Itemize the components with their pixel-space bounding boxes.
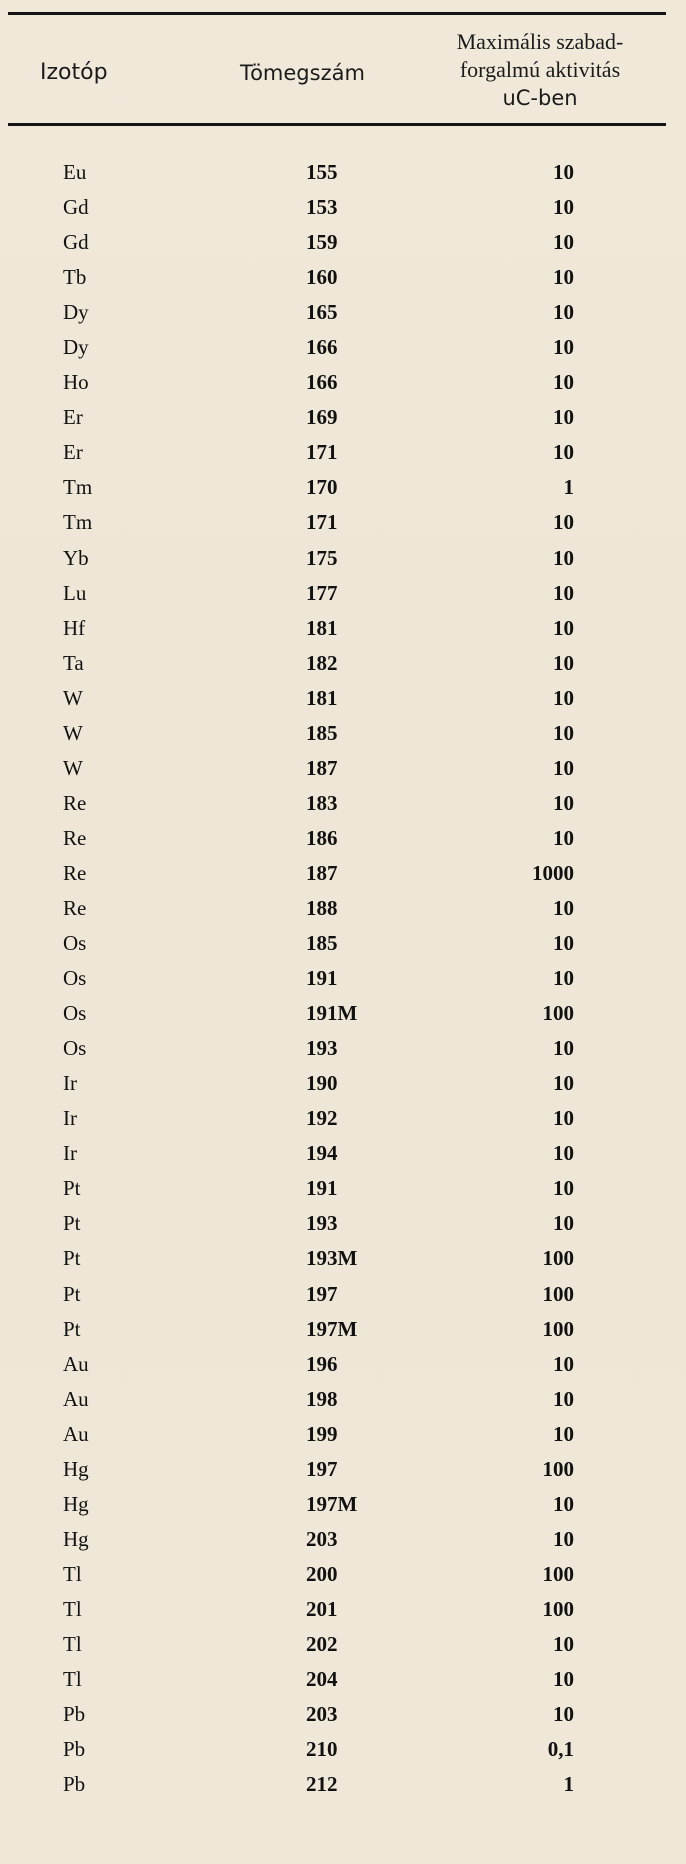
cell-max-activity: 10 (553, 1071, 574, 1096)
cell-isotope: Pb (63, 1737, 86, 1762)
cell-isotope: Tm (63, 510, 93, 535)
cell-max-activity: 10 (553, 966, 574, 991)
cell-mass-number: 192 (306, 1106, 338, 1131)
cell-max-activity: 10 (553, 685, 574, 710)
cell-mass-number: 153 (306, 195, 338, 220)
cell-isotope: Os (63, 966, 87, 991)
cell-isotope: Pt (63, 1176, 81, 1201)
table-row (0, 1522, 686, 1557)
cell-max-activity: 10 (553, 230, 574, 255)
table-row (0, 1697, 686, 1732)
cell-max-activity: 10 (553, 825, 574, 850)
cell-mass-number: 197 (306, 1281, 338, 1306)
cell-isotope: Os (63, 1001, 87, 1026)
cell-max-activity: 10 (553, 1421, 574, 1446)
cell-isotope: Eu (63, 160, 87, 184)
cell-max-activity: 10 (553, 300, 574, 325)
cell-isotope: Pt (63, 1281, 81, 1306)
table-row (0, 1066, 686, 1101)
cell-max-activity: 10 (553, 1106, 574, 1131)
table-row (0, 891, 686, 926)
cell-isotope: Tl (63, 1561, 82, 1586)
cell-isotope: Dy (63, 300, 89, 325)
table-row (0, 1031, 686, 1066)
cell-mass-number: 185 (306, 931, 338, 956)
cell-mass-number: 210 (306, 1737, 338, 1762)
cell-mass-number: 191M (306, 1001, 358, 1026)
cell-max-activity: 10 (553, 1176, 574, 1201)
table-row (0, 1662, 686, 1697)
cell-mass-number: 187 (306, 755, 338, 780)
cell-max-activity: 10 (553, 1211, 574, 1236)
table-row (0, 786, 686, 821)
cell-max-activity: 10 (553, 335, 574, 360)
cell-isotope: Pt (63, 1316, 81, 1341)
cell-mass-number: 155 (306, 160, 338, 184)
cell-isotope: Re (63, 790, 87, 815)
cell-mass-number: 191 (306, 966, 338, 991)
header-isotope: Izotóp (40, 60, 108, 85)
table-row (0, 260, 686, 295)
cell-max-activity: 10 (553, 1491, 574, 1516)
table-row (0, 1347, 686, 1382)
cell-max-activity: 10 (553, 160, 574, 184)
table-row (0, 470, 686, 505)
cell-isotope: Ir (63, 1106, 77, 1131)
table-row (0, 1312, 686, 1347)
cell-mass-number: 203 (306, 1702, 338, 1727)
cell-isotope: Tb (63, 265, 87, 290)
cell-max-activity: 100 (542, 1001, 574, 1026)
cell-max-activity: 10 (553, 1702, 574, 1727)
table-row (0, 1592, 686, 1627)
cell-isotope: Er (63, 405, 83, 430)
cell-isotope: Au (63, 1421, 89, 1446)
cell-isotope: Tl (63, 1596, 82, 1621)
table-row (0, 996, 686, 1031)
table-row (0, 330, 686, 365)
cell-isotope: Pb (63, 1772, 86, 1797)
cell-mass-number: 193 (306, 1036, 338, 1061)
cell-max-activity: 10 (553, 1036, 574, 1061)
cell-max-activity: 10 (553, 1386, 574, 1411)
cell-isotope: W (63, 720, 83, 745)
cell-isotope: Re (63, 860, 87, 885)
cell-max-activity: 10 (553, 1526, 574, 1551)
table-row (0, 716, 686, 751)
cell-max-activity: 100 (542, 1596, 574, 1621)
cell-mass-number: 194 (306, 1141, 338, 1166)
table-body (0, 155, 686, 1802)
cell-mass-number: 203 (306, 1526, 338, 1551)
cell-mass-number: 175 (306, 545, 338, 570)
cell-mass-number: 182 (306, 650, 338, 675)
header-max-activity-line2: forgalmú aktivitás (459, 57, 621, 82)
table-row (0, 295, 686, 330)
cell-max-activity: 10 (553, 1141, 574, 1166)
cell-mass-number: 169 (306, 405, 338, 430)
cell-isotope: Os (63, 931, 87, 956)
cell-mass-number: 204 (306, 1667, 338, 1692)
cell-max-activity: 10 (553, 580, 574, 605)
cell-isotope: Gd (63, 195, 89, 220)
cell-max-activity: 10 (553, 895, 574, 920)
cell-isotope: Er (63, 440, 83, 465)
cell-max-activity: 10 (553, 405, 574, 430)
cell-mass-number: 166 (306, 370, 338, 395)
cell-isotope: Hg (63, 1526, 89, 1551)
table-row (0, 1417, 686, 1452)
cell-mass-number: 197M (306, 1491, 358, 1516)
table-row (0, 190, 686, 225)
header-max-activity (420, 28, 660, 112)
header-rule (8, 123, 666, 126)
cell-max-activity: 10 (553, 545, 574, 570)
table-row (0, 1382, 686, 1417)
cell-isotope: Re (63, 895, 87, 920)
cell-max-activity: 10 (553, 615, 574, 640)
cell-max-activity: 1 (563, 475, 574, 500)
cell-mass-number: 193M (306, 1246, 358, 1271)
cell-mass-number: 191 (306, 1176, 338, 1201)
table-row (0, 1452, 686, 1487)
table-row (0, 400, 686, 435)
cell-mass-number: 183 (306, 790, 338, 815)
cell-max-activity: 10 (553, 195, 574, 220)
cell-max-activity: 10 (553, 1667, 574, 1692)
cell-mass-number: 201 (306, 1596, 338, 1621)
cell-mass-number: 165 (306, 300, 338, 325)
table-row (0, 1101, 686, 1136)
cell-isotope: Au (63, 1351, 89, 1376)
table-row (0, 1627, 686, 1662)
table-header (0, 18, 686, 118)
table-row (0, 435, 686, 470)
table-row (0, 751, 686, 786)
cell-max-activity: 100 (542, 1281, 574, 1306)
cell-isotope: Gd (63, 230, 89, 255)
cell-isotope: W (63, 755, 83, 780)
cell-mass-number: 193 (306, 1211, 338, 1236)
table-row (0, 1171, 686, 1206)
cell-max-activity: 1000 (532, 860, 574, 885)
cell-isotope: Pb (63, 1702, 86, 1727)
table-row (0, 541, 686, 576)
cell-isotope: Tl (63, 1667, 82, 1692)
cell-isotope: Pt (63, 1246, 81, 1271)
header-max-activity-line1: Maximális szabad- (456, 29, 624, 54)
cell-mass-number: 198 (306, 1386, 338, 1411)
table-row (0, 856, 686, 891)
cell-mass-number: 196 (306, 1351, 338, 1376)
table-row (0, 1277, 686, 1312)
table-row (0, 1136, 686, 1171)
cell-mass-number: 197 (306, 1456, 338, 1481)
cell-isotope: Ta (63, 650, 84, 675)
cell-max-activity: 10 (553, 1351, 574, 1376)
top-rule (8, 12, 666, 15)
cell-max-activity: 100 (542, 1561, 574, 1586)
cell-max-activity: 10 (553, 755, 574, 780)
table-row (0, 961, 686, 996)
table-row (0, 155, 686, 190)
cell-isotope: Re (63, 825, 87, 850)
cell-isotope: Dy (63, 335, 89, 360)
cell-isotope: Hg (63, 1491, 89, 1516)
table-row (0, 611, 686, 646)
cell-isotope: Yb (63, 545, 89, 570)
cell-mass-number: 197M (306, 1316, 358, 1341)
cell-mass-number: 199 (306, 1421, 338, 1446)
cell-mass-number: 171 (306, 440, 338, 465)
cell-mass-number: 186 (306, 825, 338, 850)
cell-mass-number: 185 (306, 720, 338, 745)
cell-max-activity: 10 (553, 440, 574, 465)
table-row (0, 1206, 686, 1241)
cell-isotope: Ir (63, 1141, 77, 1166)
cell-max-activity: 10 (553, 790, 574, 815)
cell-isotope: Ir (63, 1071, 77, 1096)
cell-mass-number: 159 (306, 230, 338, 255)
cell-isotope: Os (63, 1036, 87, 1061)
header-mass-number: Tömegszám (240, 61, 365, 85)
cell-isotope: Lu (63, 580, 87, 605)
cell-mass-number: 188 (306, 895, 338, 920)
cell-mass-number: 171 (306, 510, 338, 535)
table-row (0, 365, 686, 400)
table-row (0, 505, 686, 540)
cell-mass-number: 202 (306, 1631, 338, 1656)
cell-isotope: Hf (63, 615, 86, 640)
cell-mass-number: 181 (306, 685, 338, 710)
cell-max-activity: 10 (553, 370, 574, 395)
cell-max-activity: 10 (553, 931, 574, 956)
cell-isotope: Ho (63, 370, 89, 395)
table-row (0, 1487, 686, 1522)
table-row (0, 576, 686, 611)
cell-isotope: Tl (63, 1631, 82, 1656)
cell-max-activity: 100 (542, 1316, 574, 1341)
cell-mass-number: 160 (306, 265, 338, 290)
cell-max-activity: 10 (553, 510, 574, 535)
table-row (0, 681, 686, 716)
cell-max-activity: 10 (553, 650, 574, 675)
table-row (0, 926, 686, 961)
table-row (0, 821, 686, 856)
table-row (0, 225, 686, 260)
cell-mass-number: 187 (306, 860, 338, 885)
cell-isotope: Pt (63, 1211, 81, 1236)
cell-max-activity: 10 (553, 265, 574, 290)
cell-max-activity: 10 (553, 1631, 574, 1656)
cell-mass-number: 200 (306, 1561, 338, 1586)
header-max-activity-line3: uC-ben (502, 86, 578, 110)
cell-max-activity: 10 (553, 720, 574, 745)
table-row (0, 1767, 686, 1802)
cell-mass-number: 166 (306, 335, 338, 360)
cell-max-activity: 100 (542, 1246, 574, 1271)
table-row (0, 646, 686, 681)
table-row (0, 1732, 686, 1767)
cell-mass-number: 177 (306, 580, 338, 605)
cell-isotope: Tm (63, 475, 93, 500)
cell-isotope: W (63, 685, 83, 710)
cell-max-activity: 0,1 (547, 1737, 574, 1762)
cell-isotope: Hg (63, 1456, 89, 1481)
cell-isotope: Au (63, 1386, 89, 1411)
cell-mass-number: 170 (306, 475, 338, 500)
cell-mass-number: 181 (306, 615, 338, 640)
cell-mass-number: 190 (306, 1071, 338, 1096)
cell-mass-number: 212 (306, 1772, 338, 1797)
table-row (0, 1241, 686, 1276)
cell-max-activity: 100 (542, 1456, 574, 1481)
cell-max-activity: 1 (563, 1772, 574, 1797)
table-row (0, 1557, 686, 1592)
